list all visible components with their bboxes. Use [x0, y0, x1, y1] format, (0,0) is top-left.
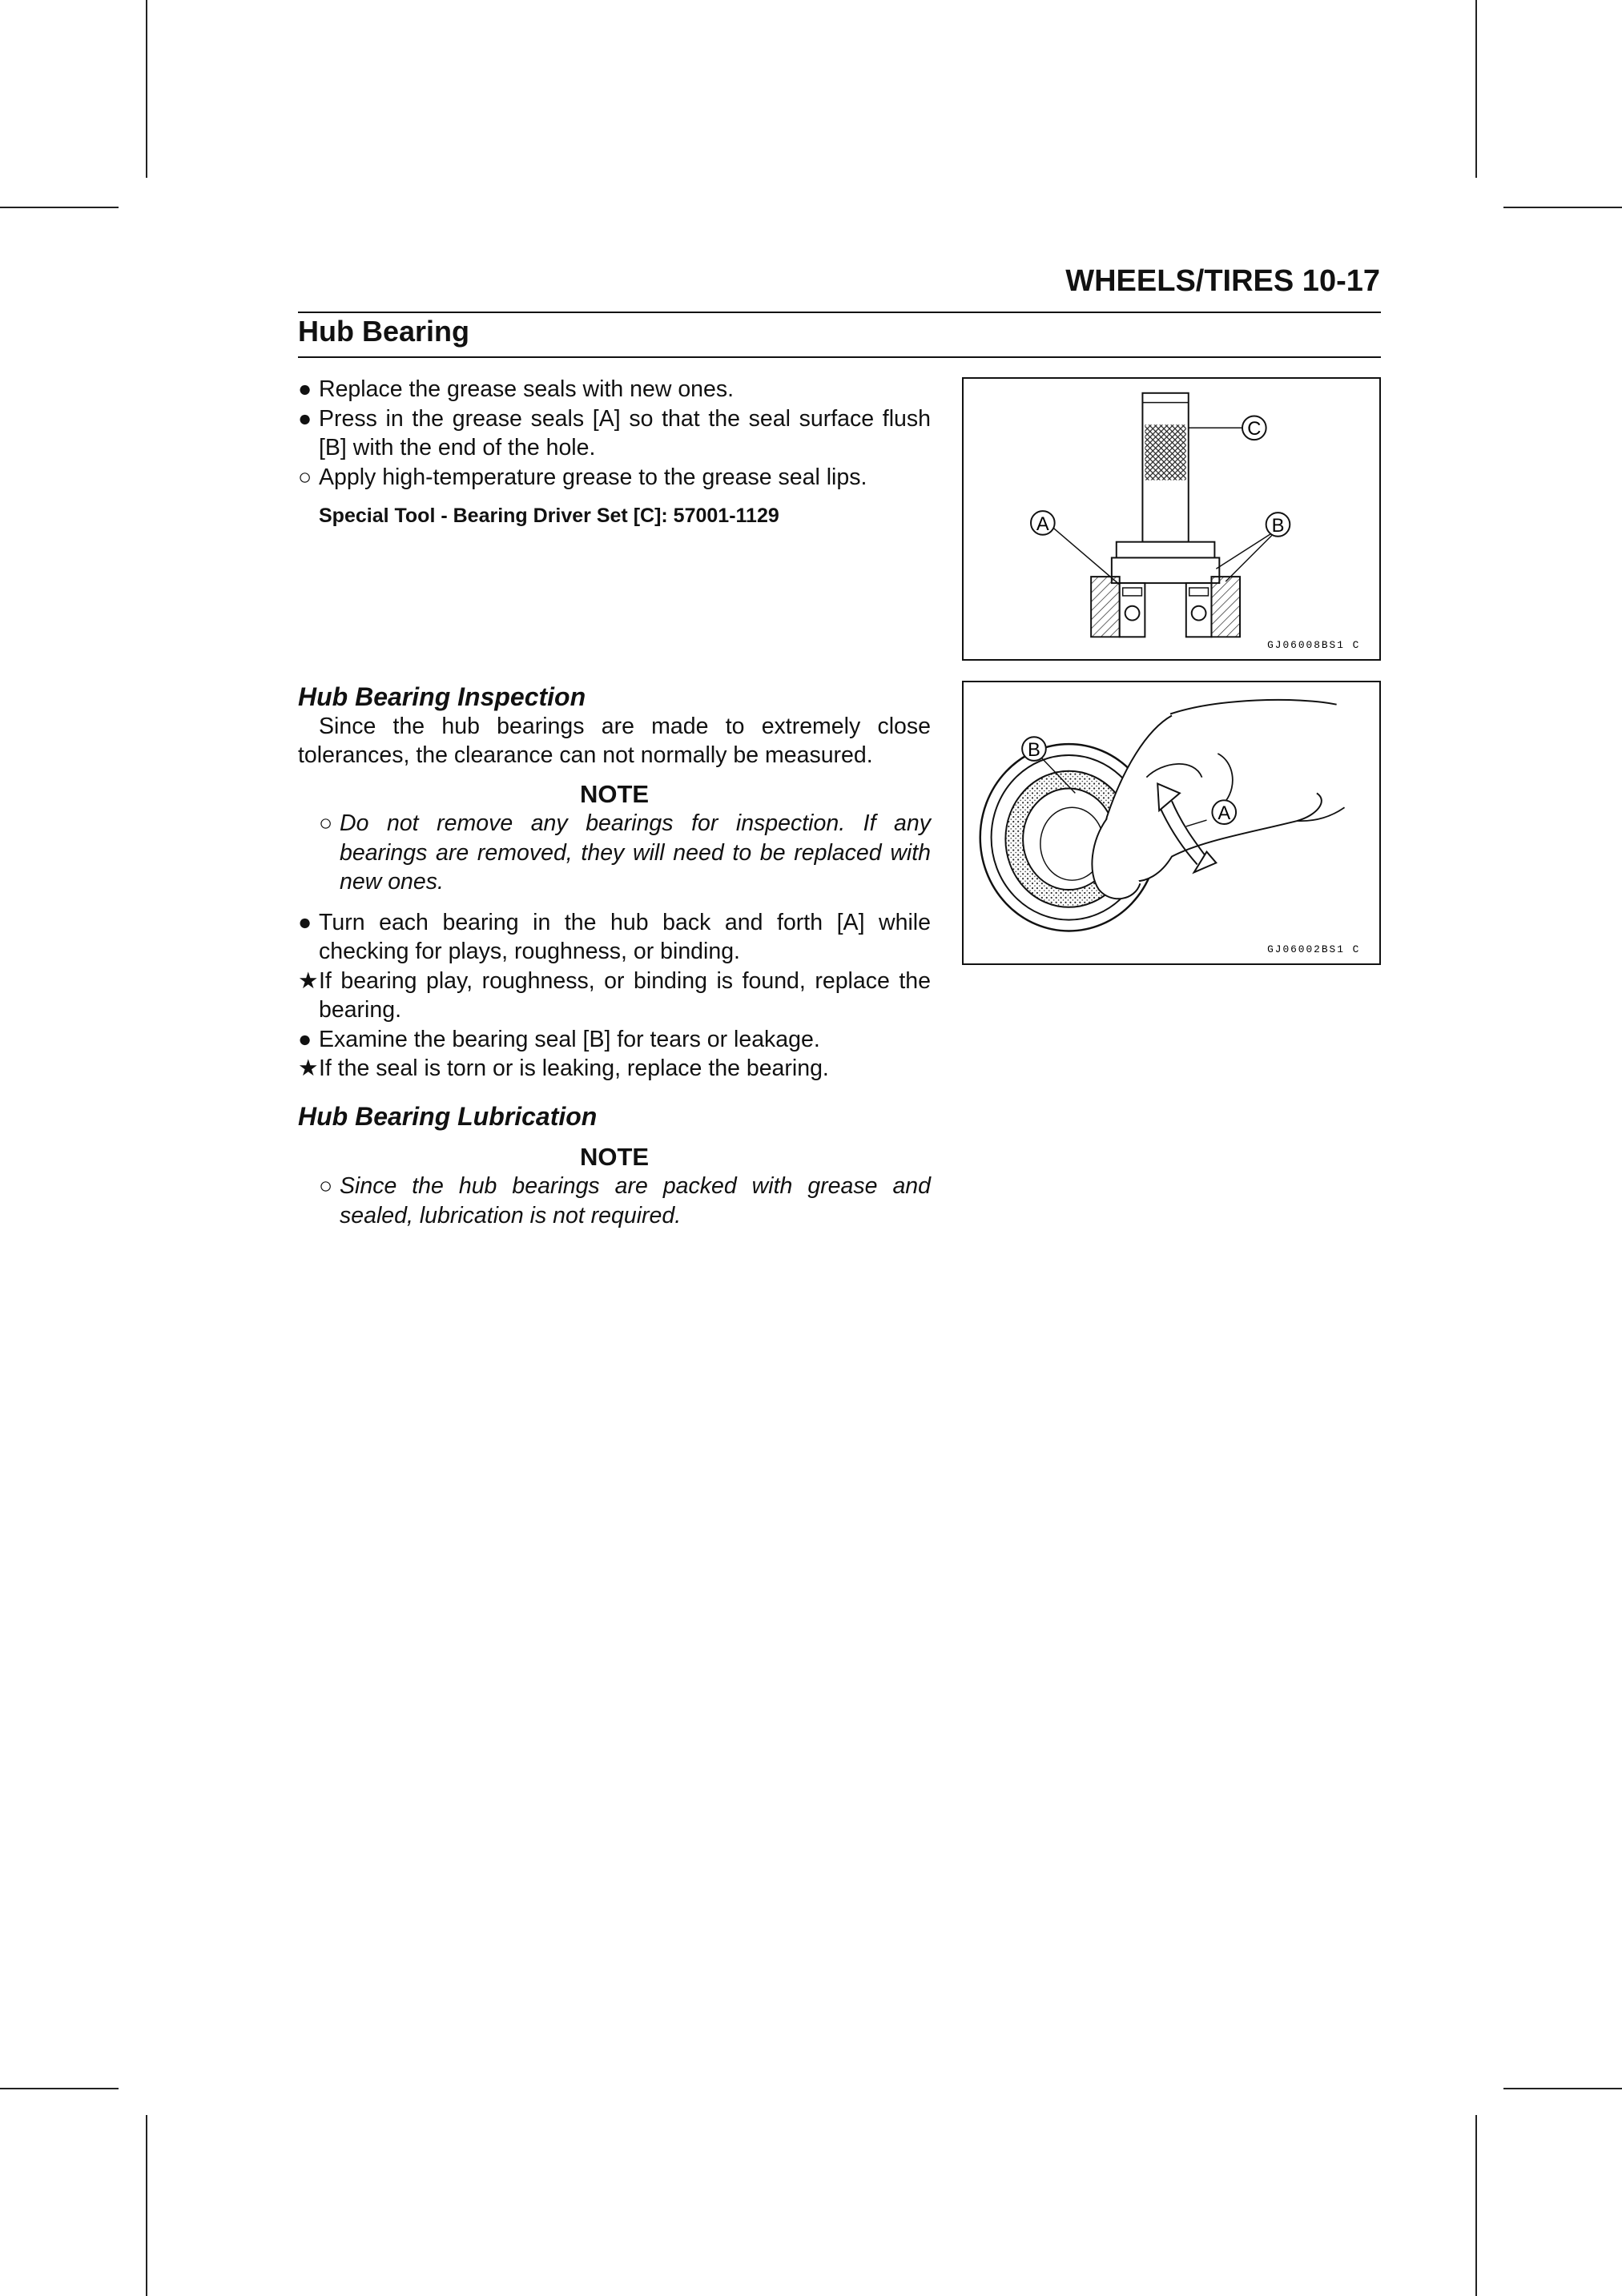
list-item-text: If the seal is torn or is leaking, replace the bearing. [319, 1056, 829, 1081]
star-marker: ★ [298, 1056, 319, 1081]
inspection-title: Hub Bearing Inspection [298, 682, 586, 711]
section-rule [298, 356, 1381, 358]
header-rule [298, 312, 1381, 313]
list-item [298, 404, 931, 463]
section-title: Hub Bearing [298, 315, 470, 348]
bullet-marker: ● [298, 909, 312, 935]
star-marker: ★ [298, 967, 319, 994]
crop-mark [1475, 0, 1477, 178]
list-item-text: Press in the grease seals [A] so that the seal surface flush [B] with the end of the hole. [319, 405, 931, 460]
note-text: Since the hub bearings are packed with grease and sealed, lubrication is not required. [340, 1173, 931, 1228]
crop-mark [146, 2115, 147, 2296]
crop-mark [1503, 207, 1622, 208]
note-heading: NOTE [579, 779, 650, 808]
list-item-text: Turn each bearing in the hub back and forth [A] while checking for plays, roughness, or binding. [319, 909, 931, 964]
figure-seal-installation [962, 377, 1381, 661]
note-text: Do not remove any bearings for inspection. If any bearings are removed, they will need to be replaced with new ones. [340, 810, 931, 895]
crop-mark [1475, 2115, 1477, 2296]
crop-mark [0, 207, 119, 208]
intro-block [298, 375, 931, 531]
list-item [298, 375, 931, 404]
inspection-block [298, 682, 931, 1084]
figure-code: GJ06008BS1 C [1267, 639, 1361, 652]
list-item [298, 1054, 931, 1084]
note-item [298, 1172, 931, 1230]
note-item [298, 809, 931, 897]
list-item [298, 908, 931, 967]
inspection-paragraph: Since the hub bearings are made to extremely close tolerances, the clearance can not normally be measured. [298, 713, 931, 768]
label-a: A [1218, 803, 1231, 825]
bullet-marker: ● [298, 376, 312, 402]
list-item [298, 1025, 931, 1055]
list-item-text: Replace the grease seals with new ones. [319, 376, 735, 402]
bullet-marker: ● [298, 405, 312, 432]
page-header-title: WHEELS/TIRES 10-17 [1065, 264, 1380, 298]
list-item [298, 967, 931, 1025]
figure-code: GJ06002BS1 C [1267, 943, 1361, 956]
list-item [298, 463, 931, 493]
seal-installation-drawing [964, 379, 1379, 659]
label-b: B [1271, 515, 1285, 537]
bullet-marker: ● [298, 1026, 312, 1052]
crop-mark [146, 0, 147, 178]
hollow-marker: ○ [319, 810, 333, 836]
label-c: C [1247, 419, 1262, 440]
hollow-marker: ○ [298, 464, 312, 490]
lubrication-block [298, 1102, 931, 1230]
list-item-text: Examine the bearing seal [B] for tears or leakage. [319, 1026, 820, 1052]
lubrication-title: Hub Bearing Lubrication [298, 1102, 598, 1131]
list-item-text: Apply high-temperature grease to the grease seal lips. [319, 464, 867, 490]
label-b: B [1028, 739, 1040, 761]
label-a: A [1036, 513, 1049, 535]
crop-mark [1503, 2088, 1622, 2089]
figure-bearing-inspection [962, 681, 1381, 965]
special-tool: Special Tool - Bearing Driver Set [C]: 57001-1129 [319, 505, 779, 527]
bearing-inspection-drawing [964, 682, 1379, 963]
hollow-marker: ○ [319, 1173, 333, 1199]
list-item-text: If bearing play, roughness, or binding is found, replace the bearing. [319, 967, 931, 1023]
note-heading: NOTE [579, 1142, 650, 1171]
crop-mark [0, 2088, 119, 2089]
